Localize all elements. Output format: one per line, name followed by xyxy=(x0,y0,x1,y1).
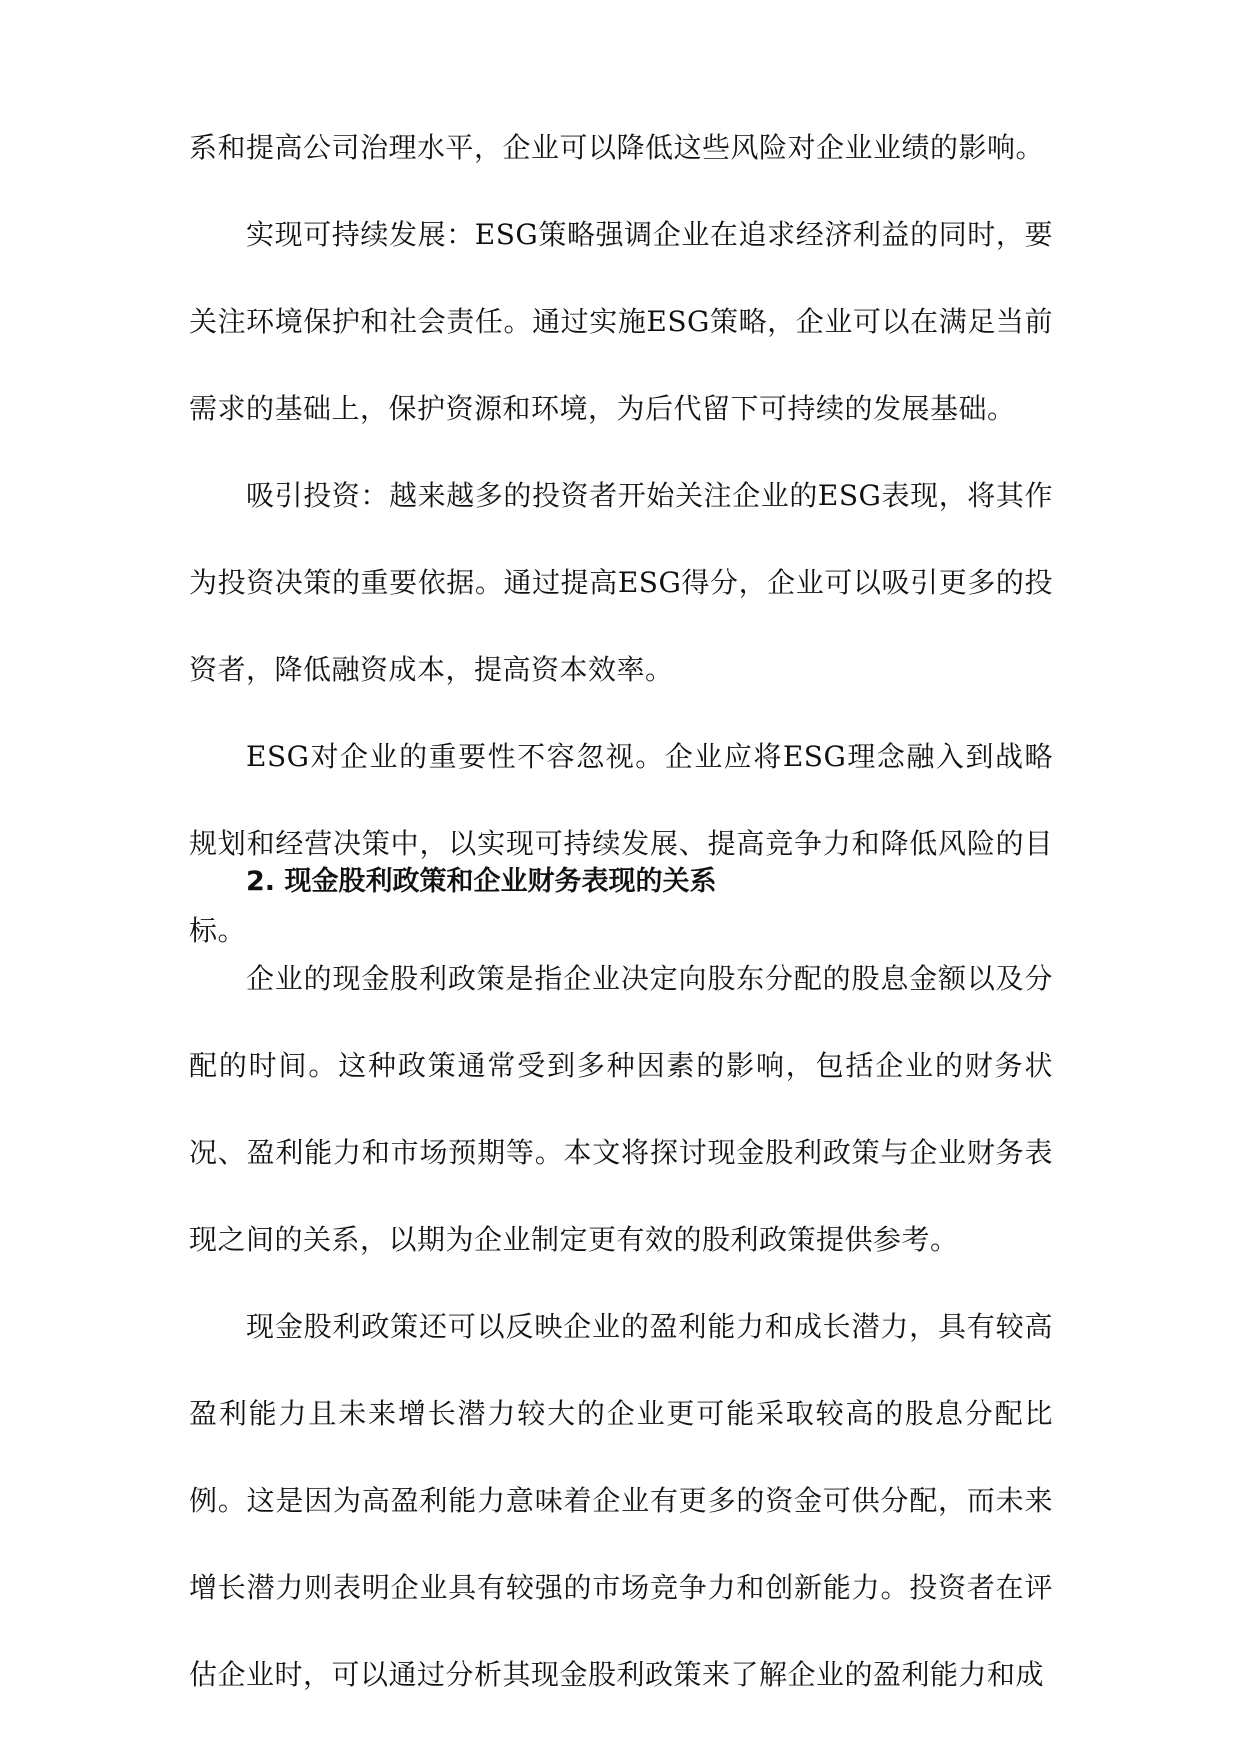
paragraph-esg-importance: ESG对企业的重要性不容忽视。企业应将ESG理念融入到战略规划和经营决策中，以实现可持续发展、提高竞争力和降低风险的目标。 xyxy=(189,740,1053,947)
paragraph-dividend-policy-definition: 企业的现金股利政策是指企业决定向股东分配的股息金额以及分配的时间。这种政策通常受到多种因素的影响，包括企业的财务状况、盈利能力和市场预期等。本文将探讨现金股利政策与企业财务表现之间的关系，以期为企业制定更有效的股利政策提供参考。 xyxy=(189,962,1053,1256)
paragraph-continuation: 系和提高公司治理水平，企业可以降低这些风险对企业业绩的影响。 xyxy=(189,131,1045,164)
paragraph-attract-investment: 吸引投资：越来越多的投资者开始关注企业的ESG表现，将其作为投资决策的重要依据。通过提高ESG得分，企业可以吸引更多的投资者，降低融资成本，提高资本效率。 xyxy=(189,479,1053,686)
paragraph-sustainable-development: 实现可持续发展：ESG策略强调企业在追求经济利益的同时，要关注环境保护和社会责任。通过实施ESG策略，企业可以在满足当前需求的基础上，保护资源和环境，为后代留下可持续的发展基础。 xyxy=(189,218,1053,425)
paragraph-dividend-policy-profitability: 现金股利政策还可以反映企业的盈利能力和成长潜力，具有较高盈利能力且未来增长潜力较大的企业更可能采取较高的股息分配比例。这是因为高盈利能力意味着企业有更多的资金可供分配，而未来增长潜力则表明企业具有较强的市场竞争力和创新能力。投资者在评估企业时，可以通过分析其现金股利政策来了解企业的盈利能力和成 xyxy=(189,1310,1053,1691)
section-heading: 2. 现金股利政策和企业财务表现的关系 xyxy=(246,866,717,897)
